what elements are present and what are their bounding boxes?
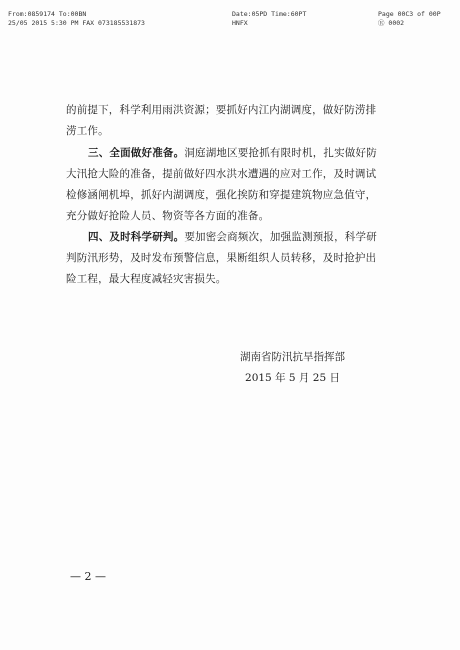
text-line: 涝工作。 (66, 125, 109, 137)
text-line (66, 227, 396, 248)
text-line: 大汛抢大险的准备，提前做好四水洪水遭遇的应对工作，及时调试 (66, 168, 377, 180)
paragraph-prepare (66, 143, 396, 227)
text-line: 判防汛形势，及时发布预警信息，果断组织人员转移，及时抢护出 (66, 252, 377, 264)
signature-org: 湖南省防汛抗旱指挥部 (240, 351, 345, 363)
text-line (66, 143, 396, 164)
text-line: 充分做好抢险人员、物资等各方面的准备。 (66, 210, 270, 222)
signature-date: 2015 年 5 月 25 日 (245, 372, 340, 384)
text-line: 的前提下，科学利用雨洪资源；要抓好内江内湖调度，做好防涝排 (66, 104, 377, 116)
section-heading: 三、全面做好准备。 (88, 147, 185, 159)
fax-number: Ⓡ 0002 (378, 19, 405, 27)
section-heading: 四、及时科学研判。 (88, 231, 185, 243)
fax-hnfx: HNFX (232, 19, 248, 27)
paragraph-assess (66, 227, 396, 290)
text-line: 险工程，最大程度减轻灾害损失。 (66, 273, 227, 285)
fax-date-time-label: Date:05PD Time:60PT (232, 10, 307, 18)
text-segment: 要加密会商频次，加强监测预报，科学研 (184, 231, 377, 243)
text-segment: 洞庭湖地区要抢抓有限时机，扎实做好防 (184, 147, 377, 159)
signature-block (240, 347, 345, 389)
paragraph-continuation (66, 100, 396, 142)
text-line: 检修涵闸机埠，抓好内湖调度，强化挨防和穿提建筑物应急值守， (66, 189, 377, 201)
fax-from-to: From:0859174 To:00BN (8, 10, 87, 18)
page-number: — 2 — (70, 570, 106, 583)
fax-datetime: 25/05 2015 5:30 PM FAX 073185531873 (8, 19, 145, 27)
fax-page-of: Page 00C3 of 00P (378, 10, 441, 18)
